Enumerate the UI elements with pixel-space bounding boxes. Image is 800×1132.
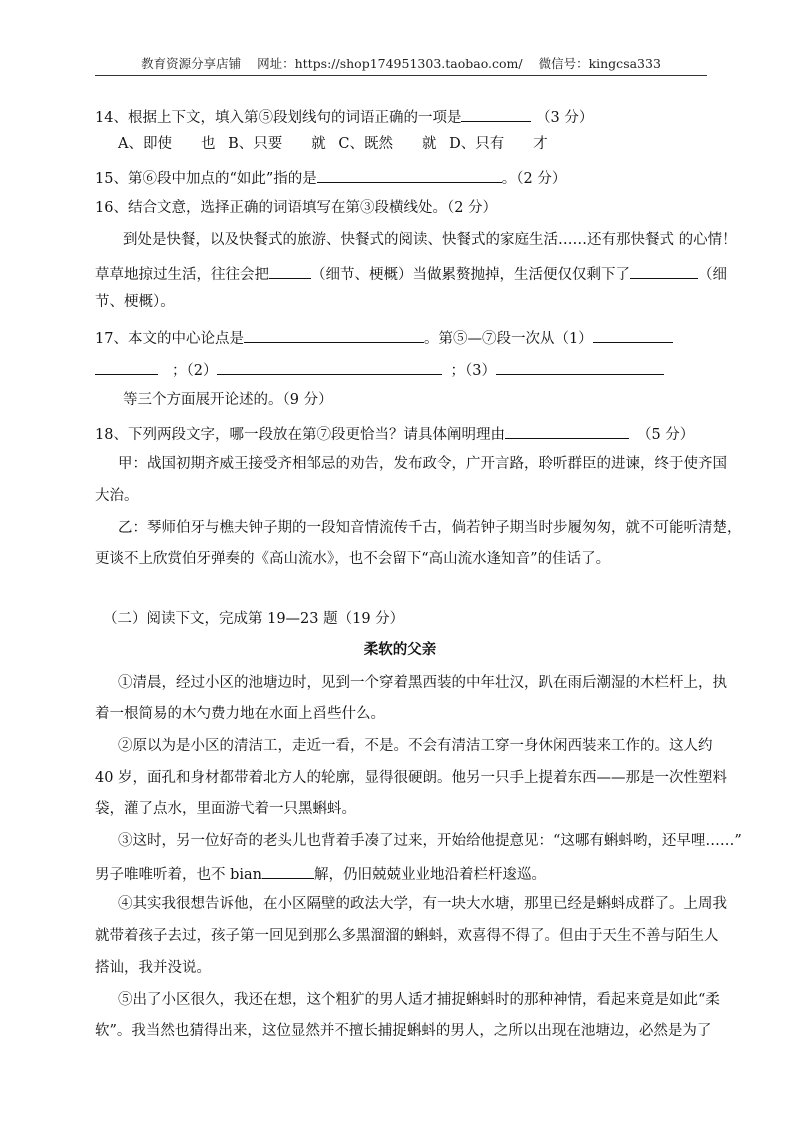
q16-text-2a: 草草地掠过生活，往往会把 xyxy=(95,267,269,283)
q14-option-a: A、即使 也 xyxy=(118,136,216,152)
q16-stem: 16、结合文意，选择正确的词语填写在第③段横线处。（2 分） xyxy=(95,200,498,216)
q15-stem: 15、第⑥段中加点的“如此”指的是 xyxy=(95,171,317,187)
q17-text-c: ；（2） xyxy=(172,363,218,379)
para-2a: ②原以为是小区的清洁工，走近一看，不是。不会有清洁工穿一身休闲西装来工作的。这人约 xyxy=(118,738,713,754)
para-3b xyxy=(95,862,546,885)
q17-blank-3[interactable] xyxy=(496,358,664,375)
q17-blank-2[interactable] xyxy=(217,358,442,375)
para-5a: ⑤出了小区很久，我还在想，这个粗犷的男人适才捕捉蝌蚪时的那种神情，看起来竟是如此“柔 xyxy=(118,992,720,1008)
q16-text-2 xyxy=(95,262,727,285)
q15-score: 。（2 分） xyxy=(501,171,567,187)
q17-text-b: 。第⑤—⑦段一次从（1） xyxy=(423,331,593,347)
para-3b-end: 解，仍旧兢兢业业地沿着栏杆逡巡。 xyxy=(314,867,547,883)
para-2c: 袋，灌了点水，里面游弋着一只黑蝌蚪。 xyxy=(95,801,356,817)
q17-line-3: 等三个方面展开论述的。（9 分） xyxy=(123,392,333,408)
q16-text-1: 到处是快餐，以及快餐式的旅游、快餐式的阅读、快餐式的家庭生活……还有那快餐式 的心情！ xyxy=(123,232,737,248)
para-2b: 40 岁，面孔和身材都带着北方人的轮廓，显得很硬朗。他另一只手上提着东西——那是一次性塑料 xyxy=(95,770,728,786)
q17-blank-1b[interactable] xyxy=(95,358,158,375)
q15-line xyxy=(95,166,566,189)
article-title: 柔软的父亲 xyxy=(363,642,437,658)
q14-score: （3 分） xyxy=(536,110,594,126)
q17-line-1 xyxy=(95,326,673,349)
q17-text-a: 17、本文的中心论点是 xyxy=(95,331,244,347)
para-4a: ④其实我很想告诉他，在小区隔壁的政法大学，有一块大水塘，那里已经是蝌蚪成群了。上周我 xyxy=(118,896,727,912)
q14-stem-line xyxy=(95,105,593,128)
q14-stem: 14、根据上下文，填入第⑤段划线句的词语正确的一项是 xyxy=(95,110,462,126)
q14-option-d: D、只有 才 xyxy=(449,136,548,152)
q18-yi-2: 更谈不上欣赏伯牙弹奏的《高山流水》，也不会留下“高山流水逢知音”的佳话了。 xyxy=(95,551,611,567)
q17-blank-thesis[interactable] xyxy=(244,326,424,343)
pinyin-blank[interactable] xyxy=(262,862,314,879)
header-url: 网址：https://shop174951303.taobao.com/ xyxy=(257,56,523,71)
q18-score: （5 分） xyxy=(636,427,695,443)
para-1b: 着一根简易的木勺费力地在水面上舀些什么。 xyxy=(95,706,385,722)
q14-answer-blank[interactable] xyxy=(461,105,531,122)
q18-jia-2: 大治。 xyxy=(95,488,139,504)
q18-jia-1: 甲：战国初期齐威王接受齐相邹忌的劝告，发布政令，广开言路，聆听群臣的进谏，终于使齐国 xyxy=(118,456,727,472)
q16-blank-2[interactable] xyxy=(630,262,698,279)
header-rule xyxy=(95,75,707,76)
q16-text-2b: （细节、梗概）当做累赘抛掉，生活便仅仅剩下了 xyxy=(311,267,630,283)
para-1a: ①清晨，经过小区的池塘边时，见到一个穿着黑西装的中年壮汉，趴在雨后潮湿的木栏杆上，执 xyxy=(118,675,727,691)
header-wechat: 微信号：kingcsa333 xyxy=(538,56,661,71)
header-shop: 教育资源分享店铺 xyxy=(141,56,242,71)
q16-blank-1[interactable] xyxy=(269,262,311,279)
q14-option-c: C、既然 就 xyxy=(338,136,437,152)
para-3b-start: 男子唯唯听着，也不 bian xyxy=(95,867,263,883)
para-5b: 软”。我当然也猜得出来，这位显然并不擅长捕捉蝌蚪的男人，之所以出现在池塘边，必然是为了 xyxy=(95,1023,712,1039)
q18-stem-line xyxy=(95,422,694,445)
q14-options xyxy=(118,134,548,154)
para-3a: ③这时，另一位好奇的老头儿也背着手凑了过来，开始给他提意见：“这哪有蝌蚪哟，还早哩……” xyxy=(118,833,742,849)
q17-text-d: ；（3） xyxy=(450,363,496,379)
q16-text-2c: （细 xyxy=(698,267,727,283)
q17-blank-1a[interactable] xyxy=(593,326,673,343)
q18-yi-1: 乙：琴师伯牙与樵夫钟子期的一段知音情流传千古，倘若钟子期当时步履匆匆，就不可能听清楚， xyxy=(118,520,742,536)
q16-text-3: 节、梗概）。 xyxy=(95,294,175,310)
q18-stem: 18、下列两段文字，哪一段放在第⑦段更恰当？请具体阐明理由 xyxy=(95,427,505,443)
q18-answer-blank[interactable] xyxy=(505,422,629,439)
q14-option-b: B、只要 就 xyxy=(228,136,326,152)
q15-answer-blank[interactable] xyxy=(317,166,502,183)
page-header xyxy=(95,54,707,74)
para-4c: 搭讪，我并没说。 xyxy=(95,960,211,976)
q17-line-2 xyxy=(95,358,664,381)
para-4b: 就带着孩子去过，孩子第一回见到那么多黑溜溜的蝌蚪，欢喜得不得了。但由于天生不善与陌生人 xyxy=(95,928,719,944)
section2-heading: （二）阅读下文，完成第 19—23 题（19 分） xyxy=(103,611,405,627)
